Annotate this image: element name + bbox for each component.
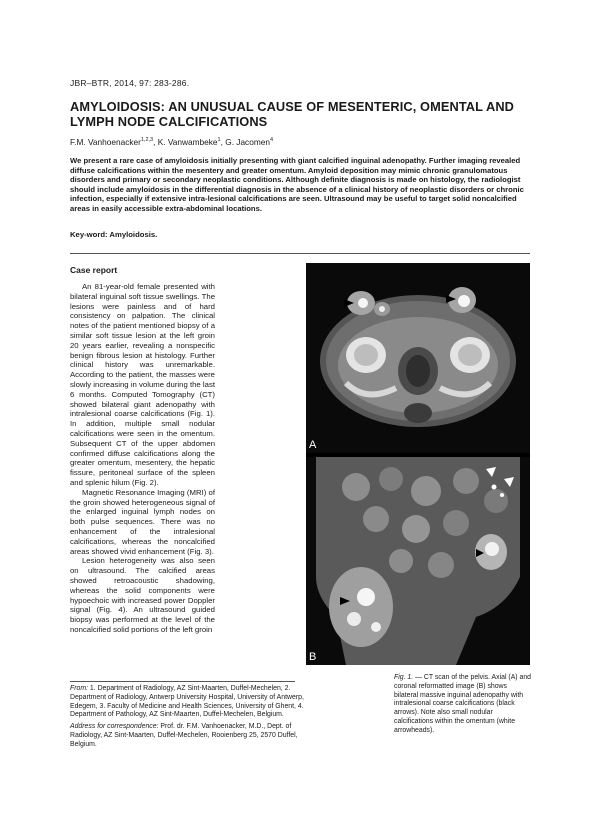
journal-reference: JBR–BTR, 2014, 97: 283-286. (70, 78, 190, 88)
author-name: K. Vanwambeke (157, 137, 218, 147)
address-label: Address for correspondence: (70, 723, 159, 731)
ct-coronal-image (306, 457, 530, 665)
body-paragraph: An 81-year-old female presented with bilateral inguinal soft tissue swellings. The lesions were painless and of hard consistency on palpation. The clinical notes of the patient mentioned biopsy of a similar soft tissue lesion at the left groin 20 years earlier, revealing a nonspecific benign fibrous lesion at histology. Further clinical history was unremarkable. According to the patient, the masses were slowly increasing in volume during the last 6 months. Computed Tomography (CT) showed bilateral giant adenopathy with intralesional coarse calcifications (Fig. 1). In addition, multiple small nodular calcifications were seen in the omentum. Subsequent CT of the upper abdomen confirmed diffuse calcifications along the greater omentum, mesentery, the hepatic fissure, peritoneal surface of the spleen and splenic hilum (Fig. 2). (70, 282, 215, 487)
panel-label-b: B (309, 651, 317, 663)
panel-label-a: A (309, 439, 317, 451)
figure-1 (306, 263, 530, 665)
author-affiliation: 1,2,3 (140, 137, 154, 144)
correspondence (70, 723, 315, 749)
author-affiliation: 4 (269, 137, 274, 144)
caption-label: Fig. 1. (394, 674, 414, 681)
section-divider (70, 253, 530, 254)
ct-axial-image (306, 263, 530, 453)
address-text: Prof. dr. F.M. Vanhoenacker, M.D., Dept. of Radiology, AZ Sint-Maarten, Duffel-Mechelen, Rooienberg 25, 2570 Duffel, Belgium. (70, 723, 298, 748)
body-paragraph: Magnetic Resonance Imaging (MRI) of the groin showed heterogeneous signal of the enlarged inguinal lymph nodes on both pulse sequences. There was no enhancement of the intralesional calcifications, whereas the noncalcified areas showed vivid enhancement (Fig. 3). (70, 487, 215, 556)
footnote-divider (70, 681, 295, 682)
affiliations (70, 685, 315, 720)
body-column (70, 282, 215, 635)
abstract-text: We present a rare case of amyloidosis initially presenting with giant calcified inguinal adenopathy. Further imaging revealed diffuse calcifications within the mesentery and greater omentum. Amyloid deposition may mimic chronic granulomatous disorders and primary or secondary neoplastic conditions. Although definite diagnosis is made on histology, the radiologist should include amyloidosis in the differential diagnosis in the absence of a clinical history of neoplastic disorders or chronic infection, especially if extensive intra-lesional calcifications are seen. Ultrasound may be useful to target solid noncalcified areas in easily accessible extra-abdominal locations. (70, 156, 524, 213)
affiliation-footnote (70, 685, 315, 753)
keywords: Key-word: Amyloidosis. (70, 230, 158, 239)
from-label: From: (70, 685, 88, 692)
author-name: G. Jacomen (225, 137, 270, 147)
caption-text: — CT scan of the pelvis. Axial (A) and coronal reformatted image (B) shows bilateral massive inguinal adenopathy with intralesional coarse calcifications (black arrows). Note also small nodular calcifications within the omentum (white arrowheads). (394, 674, 531, 734)
figure-caption (394, 674, 532, 736)
article-title: AMYLOIDOSIS: AN UNUSUAL CAUSE OF MESENTERIC, OMENTAL AND LYMPH NODE CALCIFICATIONS (70, 99, 515, 129)
author-list: F.M. Vanhoenacker$^{1,2,3}$, K. Vanwambeke$^1$, G. Jacomen$^4$ (70, 137, 274, 147)
affiliations-text: 1. Department of Radiology, AZ Sint-Maarten, Duffel-Mechelen, 2. Department of Radiology, Antwerp University Hospital, University of Antwerp, Edegem, 3. Faculty of Medicine and Health Sciences, University of Ghent, 4. Department of Pathology, AZ Sint-Maarten, Duffel-Mechelen, Belgium. (70, 685, 304, 719)
section-heading: Case report (70, 265, 118, 275)
author-name: F.M. Vanhoenacker (70, 137, 141, 147)
author-affiliation: 1 (217, 137, 221, 144)
body-paragraph: Lesion heterogeneity was also seen on ultrasound. The calcified areas showed retroacoustic shadowing, whereas the solid components were hypoechoic with increased power Doppler signal (Fig. 4). An ultrasound guided biopsy was performed at the level of the noncalcified solid portions of the left groin (70, 556, 215, 634)
abstract (70, 156, 530, 214)
